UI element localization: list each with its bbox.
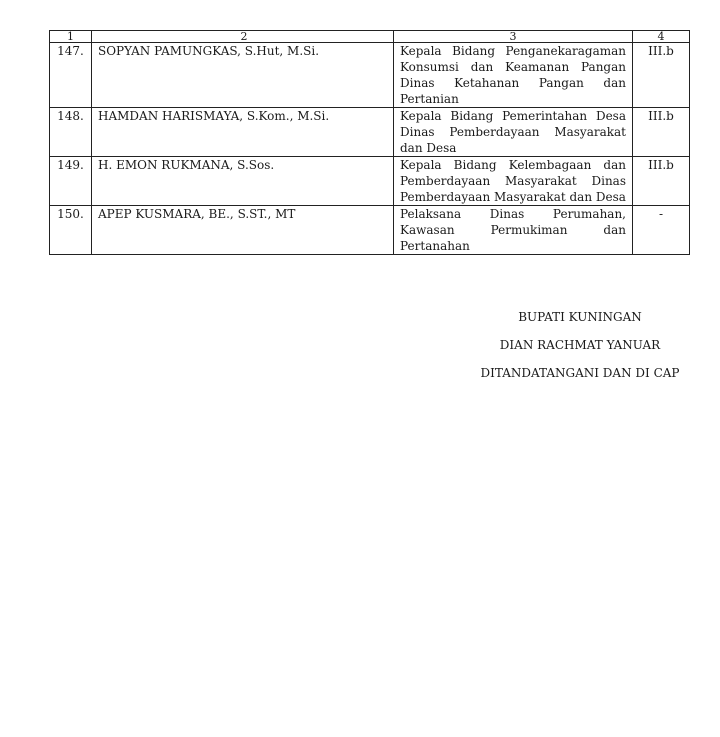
row-number: 147. xyxy=(50,43,92,108)
official-name: APEP KUSMARA, BE., S.ST., MT xyxy=(92,206,394,255)
table-row xyxy=(50,43,690,108)
table-header xyxy=(50,31,690,43)
column-header-3: 3 xyxy=(394,31,633,43)
official-grade: III.b xyxy=(633,108,690,157)
row-number: 148. xyxy=(50,108,92,157)
official-name: HAMDAN HARISMAYA, S.Kom., M.Si. xyxy=(92,108,394,157)
signatory-title: BUPATI KUNINGAN xyxy=(518,310,642,324)
official-name: SOPYAN PAMUNGKAS, S.Hut, M.Si. xyxy=(92,43,394,108)
column-header-2: 2 xyxy=(92,31,394,43)
official-grade: III.b xyxy=(633,43,690,108)
official-grade: III.b xyxy=(633,157,690,206)
column-header-1: 1 xyxy=(50,31,92,43)
official-list-table xyxy=(49,30,690,255)
table-row xyxy=(50,206,690,255)
table-body xyxy=(50,43,690,255)
row-number: 150. xyxy=(50,206,92,255)
header-row xyxy=(50,31,690,43)
table-row xyxy=(50,108,690,157)
official-position: Kepala Bidang Penganekaragaman Konsumsi dan Keamanan Pangan Dinas Ketahanan Pangan dan Pertanian xyxy=(394,43,633,108)
signature-note: DITANDATANGANI DAN DI CAP xyxy=(480,366,680,380)
official-position: Kepala Bidang Kelembagaan dan Pemberdayaan Masyarakat Dinas Pemberdayaan Masyarakat dan Desa xyxy=(394,157,633,206)
signatory-name: DIAN RACHMAT YANUAR xyxy=(499,338,661,352)
table-row xyxy=(50,157,690,206)
row-number: 149. xyxy=(50,157,92,206)
official-position: Pelaksana Dinas Perumahan, Kawasan Permukiman dan Pertanahan xyxy=(394,206,633,255)
column-header-4: 4 xyxy=(633,31,690,43)
official-name: H. EMON RUKMANA, S.Sos. xyxy=(92,157,394,206)
official-grade: - xyxy=(633,206,690,255)
official-position: Kepala Bidang Pemerintahan Desa Dinas Pemberdayaan Masyarakat dan Desa xyxy=(394,108,633,157)
signature-block xyxy=(470,310,690,394)
